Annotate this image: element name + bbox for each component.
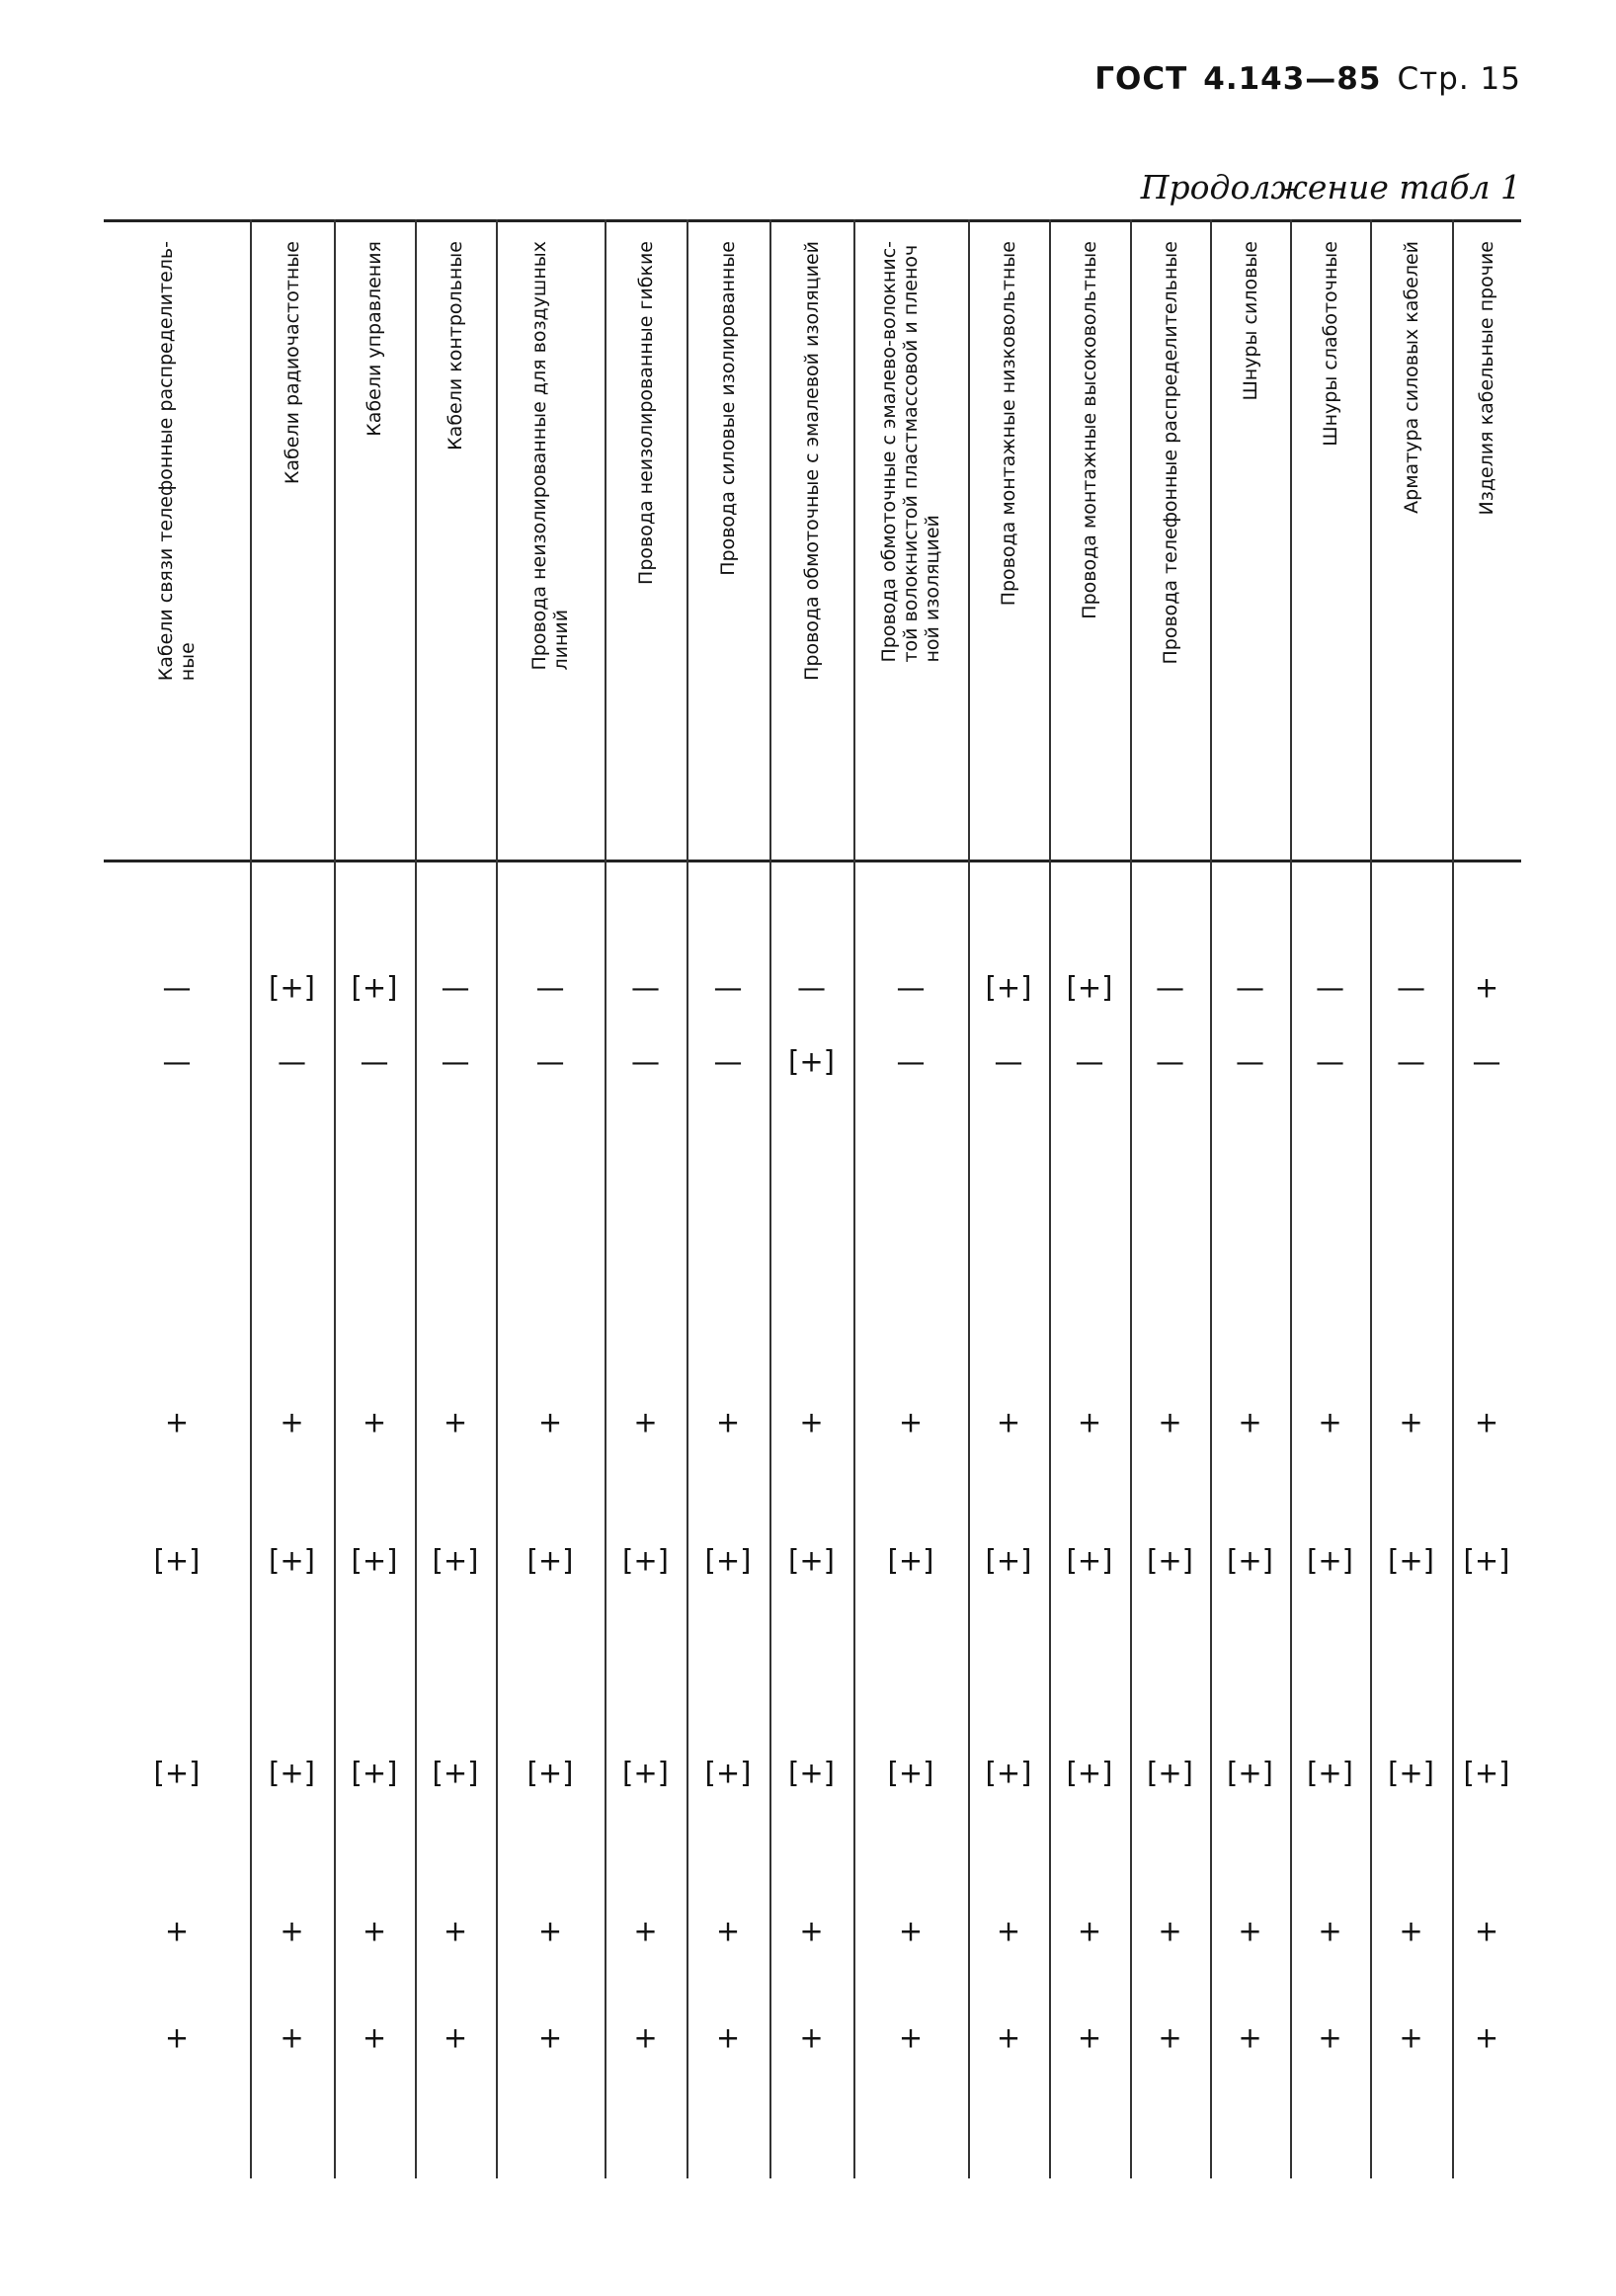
column-header xyxy=(334,241,415,854)
column-header-label: Провода обмоточные с эмалевой изоляцией xyxy=(800,241,823,681)
table-cell: [+] xyxy=(1066,970,1113,1005)
table-cell: [+] xyxy=(788,1543,835,1578)
table-cell: [+] xyxy=(1227,1756,1273,1790)
column-header xyxy=(605,241,687,854)
table-cell: [+] xyxy=(704,1756,752,1790)
table-cell: [+] xyxy=(1066,1756,1113,1790)
table-cell: + xyxy=(443,2020,468,2055)
table-cell: — xyxy=(1316,970,1344,1005)
column-header-label: Провода монтажные низковольтные xyxy=(998,241,1019,607)
table-cell: [+] xyxy=(887,1543,934,1578)
table-cell: + xyxy=(1158,1914,1182,1948)
table-cell: + xyxy=(1077,2020,1102,2055)
table-cell: + xyxy=(164,1914,190,1948)
column-header-label: Провода неизолированные для воздушных линий xyxy=(528,241,572,671)
table-cell: + xyxy=(1158,2020,1182,2055)
table-cell: — xyxy=(278,1044,306,1079)
table-cell: — xyxy=(631,1044,660,1079)
table-cell: — xyxy=(162,1044,192,1079)
page-number: Стр. 15 xyxy=(1397,61,1521,97)
column-header xyxy=(415,241,496,854)
table-cell: + xyxy=(443,1914,468,1948)
table-cell: + xyxy=(1474,1405,1499,1439)
column-header-label: Кабели связи телефонные распределитель- ные xyxy=(155,241,199,682)
standard-number: 4.143—85 xyxy=(1203,61,1382,97)
column-header xyxy=(250,241,334,854)
table-cell: + xyxy=(633,1914,658,1948)
table-cell: + xyxy=(1318,1405,1342,1439)
table-cell: + xyxy=(362,1405,387,1439)
table-cell: [+] xyxy=(351,1756,398,1790)
table-cell: — xyxy=(1075,1044,1104,1079)
table-cell: — xyxy=(713,1044,743,1079)
column-header xyxy=(496,241,605,854)
column-header-label: Провода телефонные распределительные xyxy=(1159,241,1181,665)
table-cell: + xyxy=(996,2020,1021,2055)
table-cell: [+] xyxy=(704,1543,752,1578)
table-cell: + xyxy=(799,1405,824,1439)
table-cell: + xyxy=(1399,1914,1423,1948)
table-cell: [+] xyxy=(432,1543,479,1578)
table-cell: [+] xyxy=(351,970,398,1005)
column-header xyxy=(1049,241,1130,854)
table-cell: + xyxy=(715,2020,741,2055)
table-cell: + xyxy=(799,1914,824,1948)
table-cell: [+] xyxy=(526,1543,574,1578)
table-cell: [+] xyxy=(1463,1756,1510,1790)
table-cell: — xyxy=(713,970,743,1005)
table-cell: [+] xyxy=(269,1543,315,1578)
column-header xyxy=(769,241,853,854)
table-cell: — xyxy=(1156,970,1184,1005)
column-header-label: Арматура силовых кабелей xyxy=(1400,241,1422,514)
table-cell: + xyxy=(898,2020,924,2055)
column-header-label: Шнуры силовые xyxy=(1239,241,1261,401)
table-cell: + xyxy=(362,2020,387,2055)
standard-label: ГОСТ xyxy=(1094,61,1188,97)
table-cell: — xyxy=(1472,1044,1501,1079)
table-cell: + xyxy=(996,1914,1021,1948)
table-cell: + xyxy=(898,1405,924,1439)
table-continuation-label: Продолжение табл 1 xyxy=(1140,168,1521,206)
column-header xyxy=(104,241,250,854)
table-top-border xyxy=(104,219,1521,222)
table-cell: [+] xyxy=(153,1543,201,1578)
column-header-label: Изделия кабельные прочие xyxy=(1476,241,1497,516)
table-cell: + xyxy=(280,1405,304,1439)
column-header xyxy=(1290,241,1370,854)
table-cell: + xyxy=(537,1914,563,1948)
column-header-label: Провода обмоточные с эмалево-волокнис- той волокнистой пластмассовой и пленоч ной изоляцией xyxy=(878,241,943,663)
table-cell: [+] xyxy=(269,1756,315,1790)
table-cell: + xyxy=(1399,1405,1423,1439)
table-cell: + xyxy=(898,1914,924,1948)
table-cell: [+] xyxy=(1147,1756,1193,1790)
table-cell: + xyxy=(799,2020,824,2055)
table-cell: [+] xyxy=(622,1756,669,1790)
table-cell: [+] xyxy=(269,970,315,1005)
table-cell: [+] xyxy=(1388,1543,1434,1578)
table-cell: + xyxy=(1474,2020,1499,2055)
table-header-border xyxy=(104,860,1521,862)
column-header-label: Кабели радиочастотные xyxy=(281,241,303,485)
table-cell: [+] xyxy=(1227,1543,1273,1578)
column-header-label: Кабели контрольные xyxy=(444,241,466,451)
table-cell: + xyxy=(537,1405,563,1439)
table-cell: [+] xyxy=(788,1756,835,1790)
table-cell: + xyxy=(1318,2020,1342,2055)
table-cell: + xyxy=(633,2020,658,2055)
table-cell: + xyxy=(1158,1405,1182,1439)
table-cell: — xyxy=(1156,1044,1184,1079)
table-cell: [+] xyxy=(1066,1543,1113,1578)
column-header-label: Кабели управления xyxy=(364,241,385,437)
table-cell: + xyxy=(537,2020,563,2055)
table-cell: + xyxy=(164,2020,190,2055)
table-cell: — xyxy=(535,970,565,1005)
table-cell: — xyxy=(1397,970,1425,1005)
table-cell: — xyxy=(896,970,926,1005)
column-header xyxy=(1130,241,1210,854)
table-cell: [+] xyxy=(985,970,1032,1005)
column-header xyxy=(1210,241,1290,854)
table-cell: [+] xyxy=(1463,1543,1510,1578)
table-cell: — xyxy=(1236,970,1264,1005)
table-cell: + xyxy=(1238,1914,1262,1948)
column-header xyxy=(853,241,968,854)
table-cell: [+] xyxy=(887,1756,934,1790)
table-cell: + xyxy=(1077,1405,1102,1439)
table-cell: + xyxy=(1077,1914,1102,1948)
column-header-label: Провода неизолированные гибкие xyxy=(634,241,657,585)
table-cell: — xyxy=(1316,1044,1344,1079)
table-cell: + xyxy=(1238,1405,1262,1439)
table-cell: + xyxy=(1238,2020,1262,2055)
table-cell: + xyxy=(164,1405,190,1439)
table-cell: [+] xyxy=(153,1756,201,1790)
table-cell: [+] xyxy=(1147,1543,1193,1578)
table-cell: — xyxy=(441,1044,470,1079)
table-cell: + xyxy=(1399,2020,1423,2055)
table-cell: [+] xyxy=(788,1044,835,1079)
table-cell: [+] xyxy=(526,1756,574,1790)
table-cell: + xyxy=(280,2020,304,2055)
table-cell: — xyxy=(1397,1044,1425,1079)
column-header-label: Провода силовые изолированные xyxy=(717,241,739,576)
table-cell: + xyxy=(443,1405,468,1439)
table-cell: + xyxy=(633,1405,658,1439)
column-header xyxy=(687,241,769,854)
table-cell: + xyxy=(1474,970,1499,1005)
column-header xyxy=(1370,241,1452,854)
table-cell: [+] xyxy=(985,1756,1032,1790)
column-header-label: Шнуры слаботочные xyxy=(1319,241,1341,447)
table-cell: [+] xyxy=(1307,1543,1353,1578)
table-cell: — xyxy=(360,1044,389,1079)
table-cell: — xyxy=(631,970,660,1005)
table-cell: — xyxy=(896,1044,926,1079)
table-cell: + xyxy=(280,1914,304,1948)
table-cell: + xyxy=(996,1405,1021,1439)
table-cell: — xyxy=(994,1044,1023,1079)
column-header xyxy=(968,241,1049,854)
column-header xyxy=(1452,241,1521,854)
table-cell: [+] xyxy=(1388,1756,1434,1790)
table-cell: — xyxy=(162,970,192,1005)
column-header-label: Провода монтажные высоковольтные xyxy=(1079,241,1100,619)
table-cell: + xyxy=(1318,1914,1342,1948)
table-cell: [+] xyxy=(351,1543,398,1578)
table-cell: [+] xyxy=(432,1756,479,1790)
table-cell: — xyxy=(1236,1044,1264,1079)
table-cell: — xyxy=(535,1044,565,1079)
table-cell: [+] xyxy=(622,1543,669,1578)
table-cell: — xyxy=(797,970,826,1005)
table-cell: + xyxy=(715,1405,741,1439)
table-cell: + xyxy=(362,1914,387,1948)
table-cell: + xyxy=(715,1914,741,1948)
table-cell: — xyxy=(441,970,470,1005)
table-cell: [+] xyxy=(985,1543,1032,1578)
table-cell: + xyxy=(1474,1914,1499,1948)
table-cell: [+] xyxy=(1307,1756,1353,1790)
